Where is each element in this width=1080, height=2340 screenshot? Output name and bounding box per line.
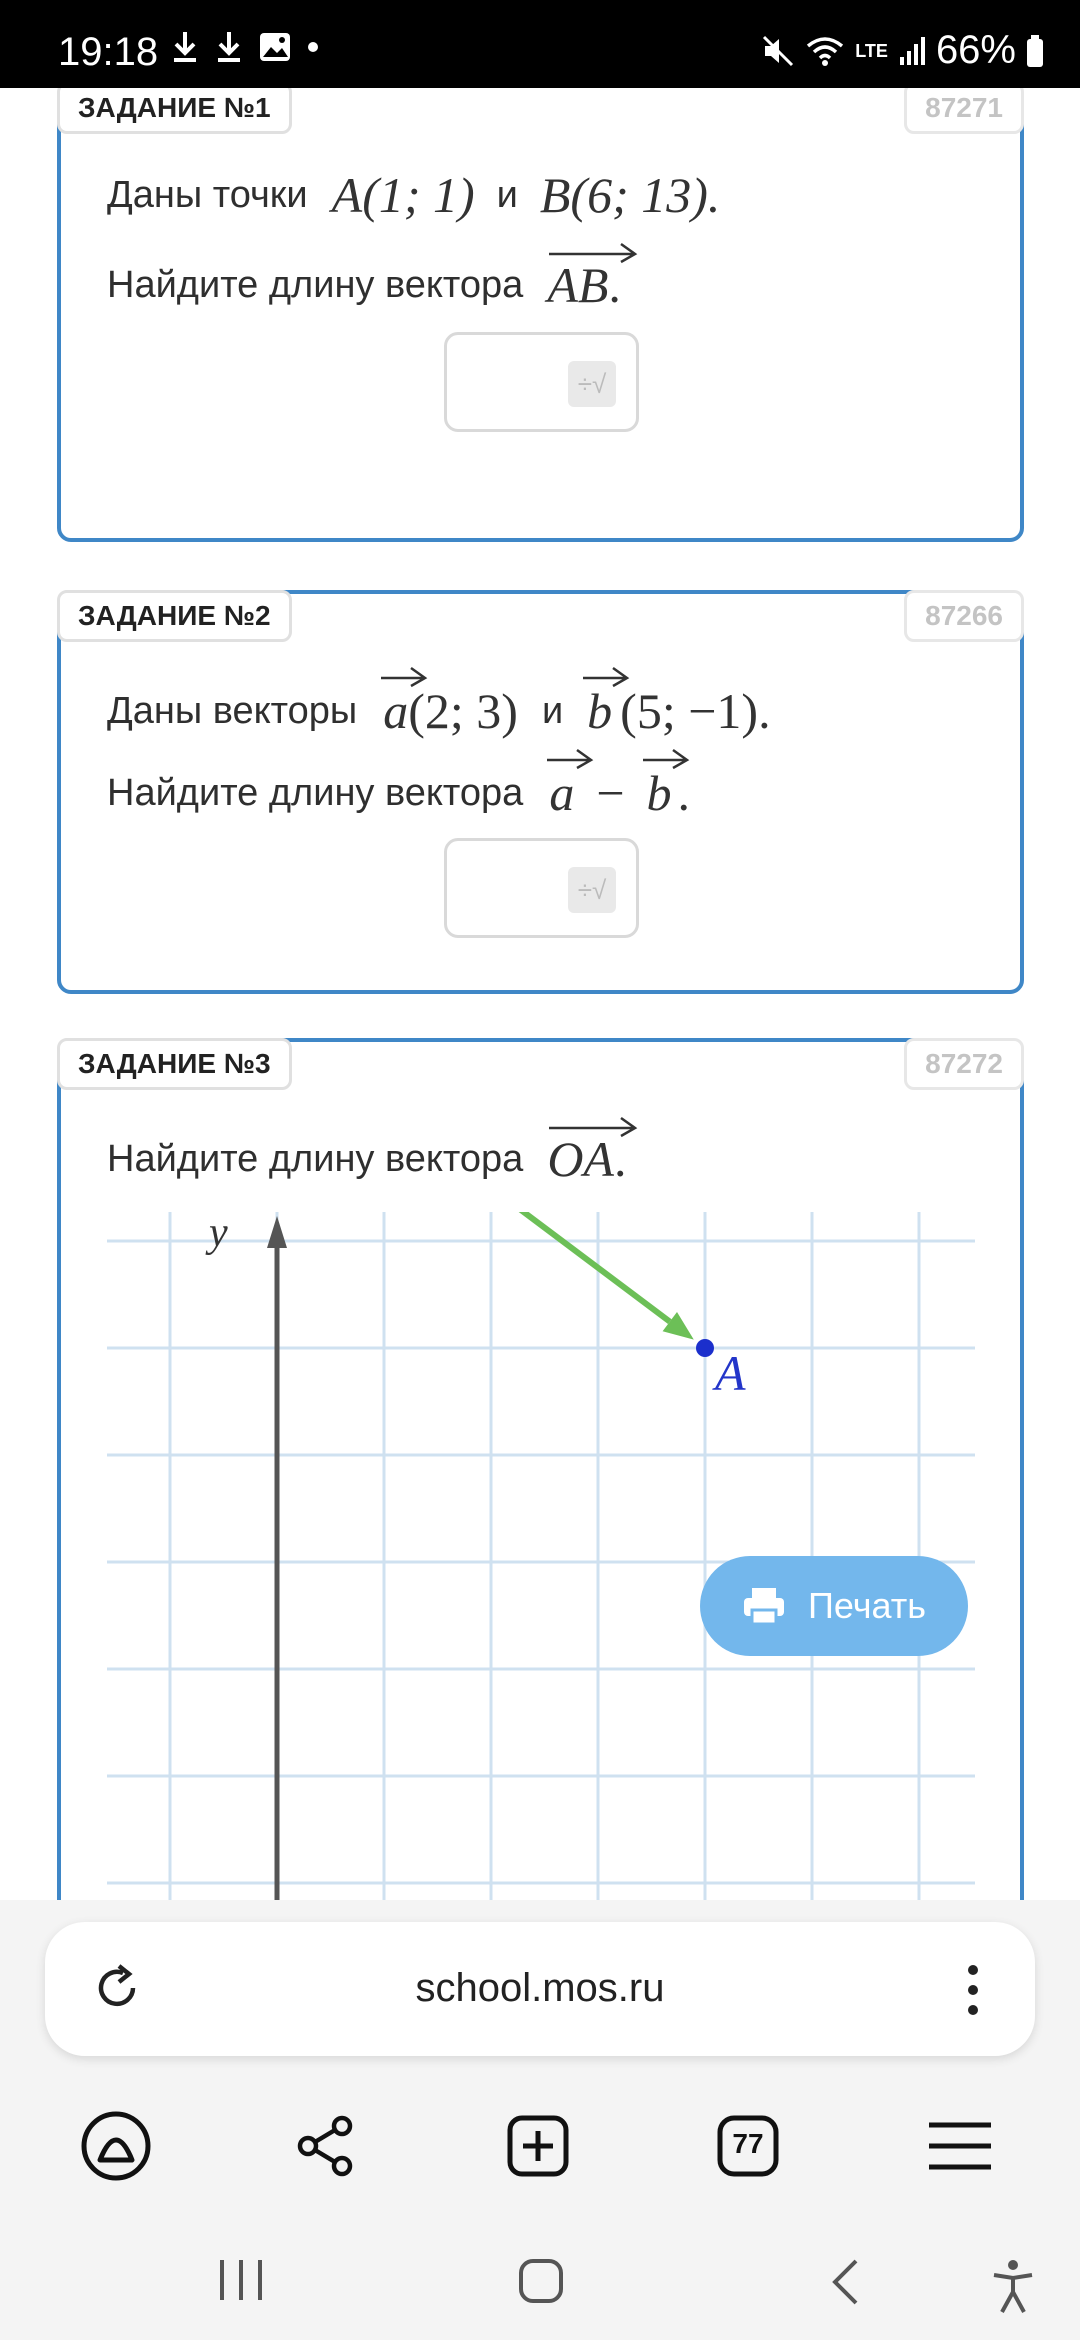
add-tab-icon <box>506 2114 570 2178</box>
image-icon <box>258 31 292 63</box>
vector-arrow-icon <box>641 746 691 770</box>
browser-toolbar <box>0 1900 1080 2230</box>
vector-b <box>587 682 612 740</box>
status-bar <box>0 0 1080 88</box>
y-axis-arrow-icon <box>267 1216 287 1248</box>
mute-icon <box>761 34 795 68</box>
question-text: Найдите длину вектора <box>107 771 524 814</box>
vector-a <box>549 764 574 822</box>
browser-navbar <box>0 2096 1080 2216</box>
battery-icon <box>1026 34 1044 68</box>
task-question <box>107 1130 626 1188</box>
alice-button[interactable] <box>76 2106 156 2186</box>
printer-icon <box>742 1586 786 1626</box>
vector-b-name: b <box>646 765 672 821</box>
task-question <box>107 764 690 822</box>
dot-icon <box>306 40 320 54</box>
conjunction: и <box>541 689 564 732</box>
condition-text: Даны векторы <box>107 689 358 732</box>
signal-icon <box>898 35 926 67</box>
task-number-tag: ЗАДАНИЕ №3 <box>57 1038 292 1090</box>
vector-b-coords: (5; −1). <box>620 683 771 739</box>
more-vert-icon[interactable] <box>963 1962 983 2018</box>
battery-level: 66% <box>935 28 1016 72</box>
print-button[interactable] <box>700 1556 968 1656</box>
task-number-tag: ЗАДАНИЕ №1 <box>57 88 292 134</box>
task-id-tag: 87271 <box>904 88 1024 134</box>
url-text[interactable]: school.mos.ru <box>415 1966 665 2010</box>
period: . <box>613 1131 627 1187</box>
download-icon <box>170 30 200 64</box>
address-bar[interactable] <box>45 1922 1035 2056</box>
print-button-label: Печать <box>808 1585 926 1626</box>
accessibility-icon[interactable] <box>990 2258 1036 2314</box>
recents-icon[interactable] <box>218 2258 264 2302</box>
vector-a-name: a <box>549 765 575 821</box>
condition-text: Даны точки <box>107 173 308 216</box>
task-id-tag: 87272 <box>904 1038 1024 1090</box>
task-number-tag: ЗАДАНИЕ №2 <box>57 590 292 642</box>
system-navbar <box>0 2230 1080 2340</box>
vector-ab-label: AB <box>547 257 609 313</box>
vector-arrow-icon <box>581 664 631 688</box>
vector-oa-label: OA <box>547 1131 614 1187</box>
answer-input-2[interactable] <box>444 838 639 938</box>
vector-a-name: a <box>383 683 409 739</box>
new-tab-button[interactable] <box>498 2106 578 2186</box>
point-a-label: A <box>715 1345 746 1401</box>
minus-sign: − <box>596 765 625 821</box>
vector-arrow-icon <box>547 240 639 264</box>
status-time: 19:18 <box>58 30 159 74</box>
download-icon <box>214 30 244 64</box>
menu-icon <box>927 2121 993 2171</box>
task-question <box>107 256 621 314</box>
period: . <box>608 257 621 313</box>
vector-a-coords: (2; 3) <box>408 683 518 739</box>
vector-b <box>647 764 672 822</box>
share-button[interactable] <box>286 2106 366 2186</box>
question-text: Найдите длину вектора <box>107 263 524 306</box>
vector-oa-line <box>277 1212 670 1322</box>
task-card-2 <box>57 590 1024 994</box>
back-icon[interactable] <box>830 2258 860 2306</box>
calculator-icon[interactable]: ÷√ <box>568 867 616 913</box>
vector-b-name: b <box>587 683 613 739</box>
alice-icon <box>80 2110 152 2182</box>
status-notification-icons <box>170 30 320 64</box>
period: . <box>677 765 691 821</box>
wifi-icon <box>805 34 845 68</box>
point-a <box>696 1339 714 1357</box>
vector-arrow-icon <box>379 664 429 688</box>
vector-oa <box>547 1130 614 1188</box>
vector-ab <box>547 256 608 314</box>
conjunction: и <box>496 173 518 216</box>
task-card-1 <box>57 88 1024 542</box>
tabs-count: 77 <box>732 2128 764 2159</box>
task-condition <box>107 166 720 224</box>
page-content <box>0 88 1080 1900</box>
task-id-tag: 87266 <box>904 590 1024 642</box>
tabs-button[interactable] <box>708 2106 788 2186</box>
task-card-3 <box>57 1038 1024 1900</box>
point-a: A(1; 1) <box>331 167 475 223</box>
vector-arrow-icon <box>547 1114 639 1138</box>
vector-arrow-icon <box>545 746 595 770</box>
task-condition <box>107 682 771 740</box>
vector-a <box>383 682 408 740</box>
home-nav-icon[interactable] <box>518 2258 564 2304</box>
y-axis-label: y <box>209 1212 228 1256</box>
question-text: Найдите длину вектора <box>107 1137 524 1180</box>
volte-lte-icon: LTE <box>855 40 888 61</box>
share-icon <box>294 2114 358 2178</box>
calculator-icon[interactable]: ÷√ <box>568 361 616 407</box>
menu-button[interactable] <box>920 2106 1000 2186</box>
status-system-icons <box>761 28 1044 73</box>
point-b: B(6; 13). <box>539 167 721 223</box>
answer-input-1[interactable] <box>444 332 639 432</box>
